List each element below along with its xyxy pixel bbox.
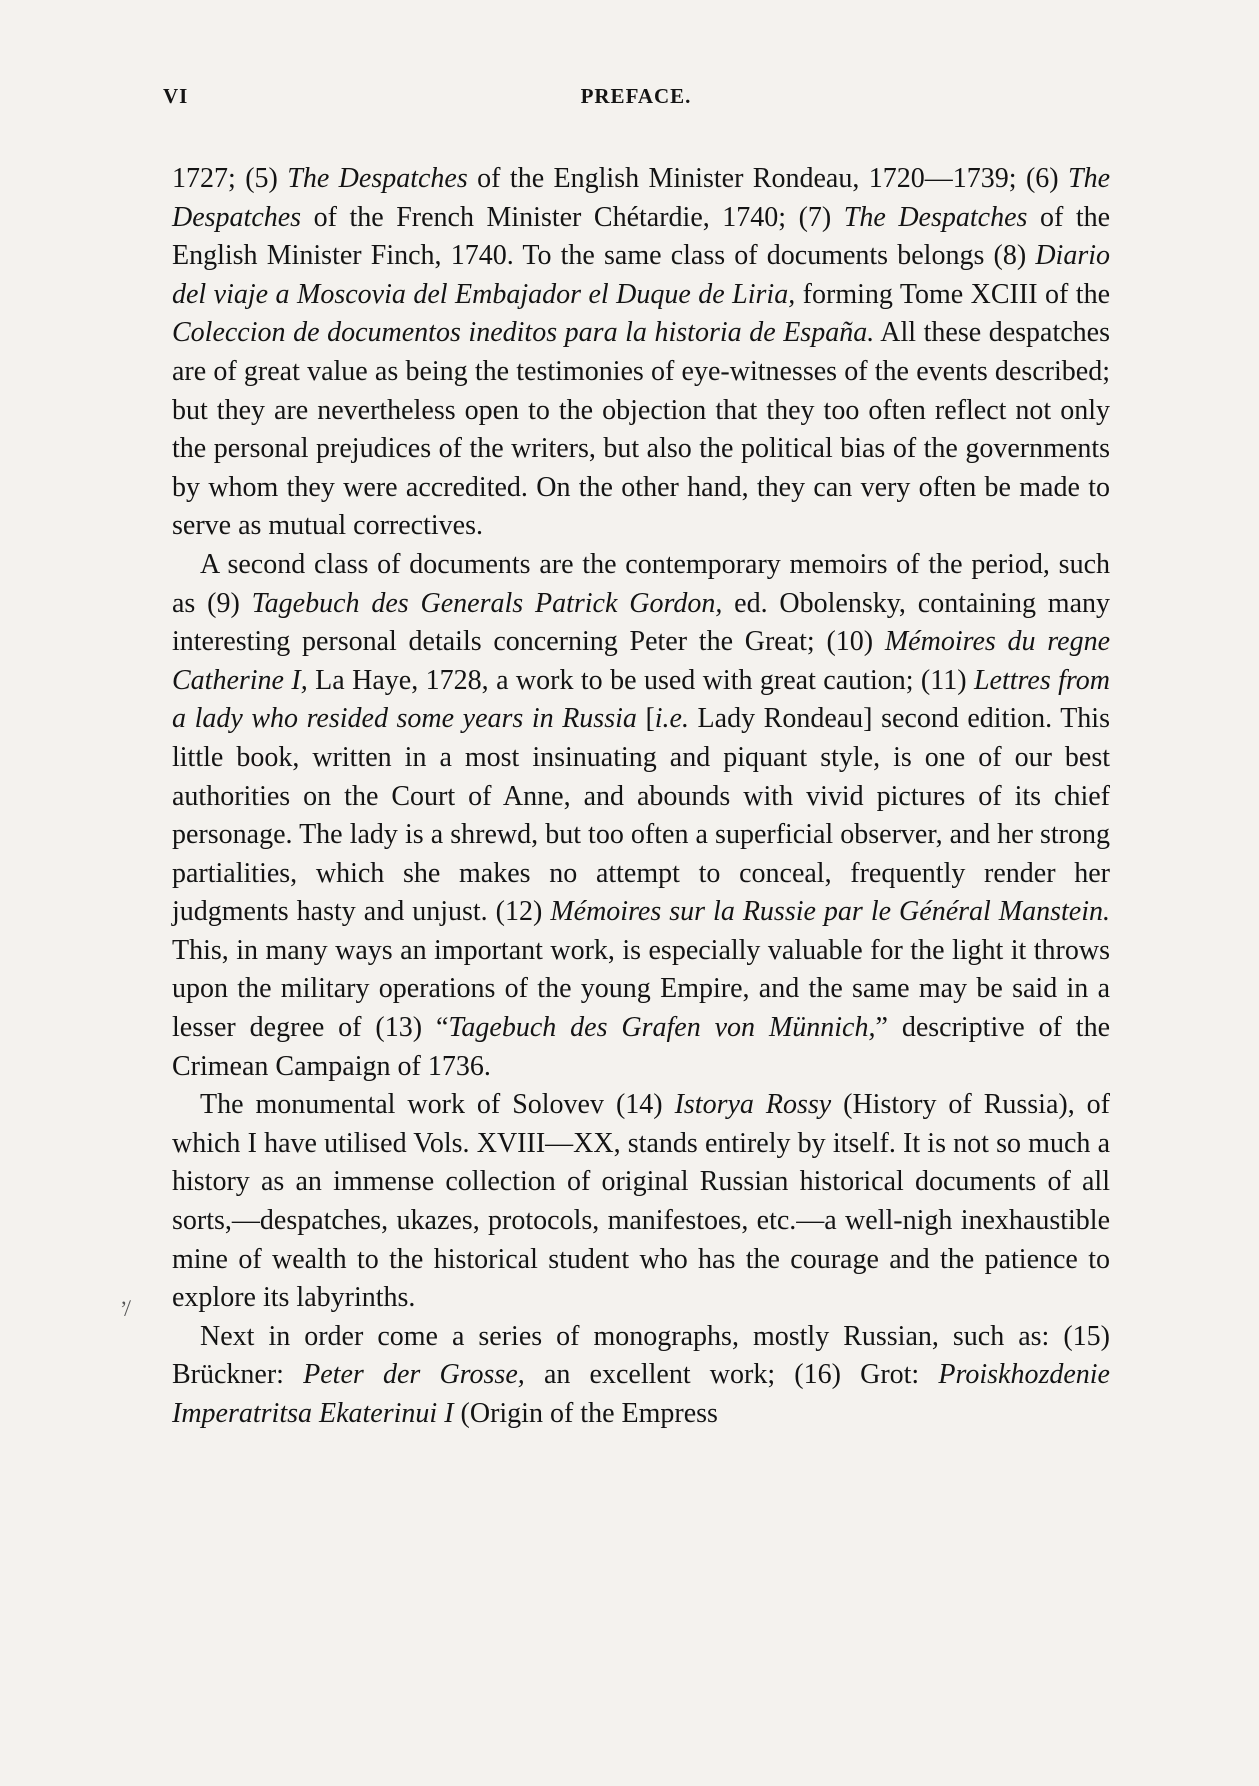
paragraph bbox=[172, 160, 1110, 546]
text-run: of the English Minister Finch, 1740. To the same class of documents belongs (8) bbox=[172, 201, 1111, 272]
text-run: Lady Rondeau] second edition. This little book, written in a most insinuating and piquant style, is one of our best authorities on the Court of Anne, and abounds with vivid pictures of its chief personage. The lady is a shrewd, but too often a superficial observer, and her strong partialities, which she makes no attempt to conceal, frequently render her judgments hasty and unjust. (12) bbox=[172, 703, 1110, 928]
italic-title-run: The Despatches bbox=[843, 201, 1028, 233]
text-run: La Haye, 1728, a work to be used with great caution; (11) bbox=[307, 664, 974, 696]
text-run: (Origin of the Empress bbox=[453, 1398, 718, 1429]
text-run: A second class of documents are the contemporary memoirs of the period, such as (9) bbox=[172, 548, 1110, 619]
text-run: [ bbox=[636, 703, 655, 735]
italic-title-run: Tagebuch des Grafen von Münnich, bbox=[448, 1012, 876, 1044]
italic-title-run: Tagebuch des Generals Patrick Gordon, bbox=[251, 587, 723, 619]
text-run: The monumental work of Solovev (14) bbox=[200, 1089, 675, 1121]
body-text bbox=[172, 160, 1110, 1434]
text-run: ” descriptive of the Crimean Campaign of 1736. bbox=[172, 1012, 1110, 1082]
margin-mark: ’̸ bbox=[120, 1296, 128, 1321]
text-run: 1727; (5) bbox=[172, 163, 288, 194]
running-header bbox=[163, 84, 1109, 120]
paragraph bbox=[172, 1086, 1110, 1318]
italic-title-run: Diario del viaje a Moscovia del Embajador el Duque de Liria, bbox=[172, 240, 1110, 310]
page-number: VI bbox=[163, 84, 189, 108]
italic-title-run: Mémoires du regne Catherine I, bbox=[172, 626, 1110, 696]
italic-title-run: Peter der Grosse, bbox=[303, 1359, 525, 1391]
paragraph bbox=[172, 1318, 1110, 1434]
text-run: forming Tome XCIII of the bbox=[795, 278, 1110, 310]
italic-title-run: i.e. bbox=[654, 703, 689, 735]
italic-title-run: Lettres from a lady who resided some years in Russia bbox=[172, 664, 1110, 735]
italic-title-run: Coleccion de documentos ineditos para la historia de España. bbox=[172, 317, 875, 349]
text-run: This, in many ways an important work, is especially valuable for the light it throws upon the military operations of the young Empire, and the same may be said in a lesser degree of (13) “ bbox=[172, 934, 1110, 1044]
italic-title-run: Mémoires sur la Russie par le Général Manstein. bbox=[550, 896, 1111, 928]
italic-title-run: Istorya Rossy bbox=[674, 1089, 832, 1121]
text-run: All these despatches are of great value as being the testimonies of eye-witnesses of the events described; but they are nevertheless open to the objection that they too often reflect not only the personal prejudices of the writers, but also the political bias of the governments by whom they were accredited. On the other hand, they can very often be made to serve as mutual correctives. bbox=[172, 317, 1110, 542]
italic-title-run: Proiskhozdenie Imperatritsa Ekaterinui I bbox=[172, 1359, 1110, 1429]
text-run: Next in order come a series of monographs, mostly Russian, such as: (15) Brückner: bbox=[172, 1320, 1110, 1391]
text-run: an excellent work; (16) Grot: bbox=[524, 1359, 939, 1391]
text-run: (History of Russia), of which I have utilised Vols. XVIII—XX, stands entirely by itself. It is not so much a history as an immense collection of original Russian historical documents of all sorts,—despatches, ukazes, protocols, manifestoes, etc.—a well-nigh inexhaustible mine of wealth to the historical student who has the courage and the patience to explore its labyrinths. bbox=[172, 1089, 1110, 1314]
italic-title-run: The Despatches bbox=[172, 163, 1111, 233]
running-title: PREFACE. bbox=[580, 84, 692, 108]
text-run: ed. Obolensky, containing many interesting personal details concerning Peter the Great; (10) bbox=[172, 587, 1110, 658]
paragraph bbox=[172, 546, 1110, 1086]
text-run: of the French Minister Chétardie, 1740; (7) bbox=[301, 201, 844, 233]
italic-title-run: The Despatches bbox=[287, 163, 468, 194]
text-run: of the English Minister Rondeau, 1720—1739; (6) bbox=[467, 163, 1069, 194]
